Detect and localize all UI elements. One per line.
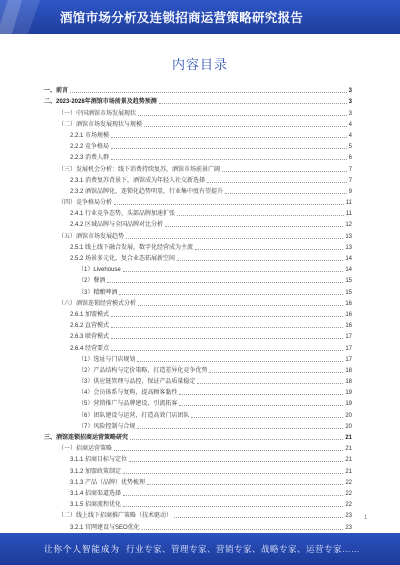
toc-entry-text: 2.5.1 线上线下融合发展，数字化经营成为主流 bbox=[70, 244, 194, 251]
toc-entry-text: 2.6.3 联营模式 bbox=[70, 334, 110, 341]
toc-entry-page: 17 bbox=[345, 334, 352, 341]
toc-dot-leader bbox=[111, 147, 347, 149]
toc-entry-text: 3.2.1 官网建设与SEO优化 bbox=[70, 524, 140, 531]
toc-entry-page: 20 bbox=[345, 412, 352, 419]
toc-entry-page: 21 bbox=[345, 435, 352, 441]
toc-entry-text: 2.3.1 消费复苏背景下，酒馆成为年轻人社交新选择 bbox=[70, 177, 206, 184]
toc-entry-text: （3）供应链管理与品控，保证产品质量稳定 bbox=[78, 379, 196, 386]
toc-entry-text: 3.1.4 招商渠道选择 bbox=[70, 490, 122, 497]
toc-dot-leader bbox=[137, 360, 343, 362]
toc-dot-leader bbox=[179, 404, 343, 406]
toc-entry[interactable] bbox=[44, 162, 352, 173]
header-bar bbox=[0, 0, 400, 34]
toc-entry-text: （一）招商运营策略 bbox=[58, 446, 113, 453]
toc-entry-page: 21 bbox=[345, 446, 352, 453]
toc-entry-text: （6）团队建设与运营，打造高效门店团队 bbox=[78, 412, 190, 419]
toc-entry-text: 3.1.5 招商流程优化 bbox=[70, 502, 122, 509]
toc-entry-text: （5）营销推广与品牌建设，引流拓客 bbox=[78, 401, 178, 408]
toc-entry[interactable] bbox=[44, 431, 352, 442]
toc-entry-page: 22 bbox=[345, 502, 352, 509]
toc-entry-text: 二、2023-2028年酒馆市场前景及趋势预测 bbox=[44, 99, 157, 106]
toc-dot-leader bbox=[123, 270, 344, 272]
toc-entry-page: 4 bbox=[348, 132, 352, 139]
toc-entry-text: （五）酒馆市场发展趋势 bbox=[58, 233, 125, 240]
toc-entry[interactable] bbox=[44, 274, 352, 285]
toc-dot-leader bbox=[207, 181, 347, 183]
toc-dot-leader bbox=[177, 259, 343, 261]
toc-entry-page: 11 bbox=[345, 200, 352, 207]
toc-dot-leader bbox=[225, 192, 347, 194]
toc-entry[interactable] bbox=[44, 319, 352, 330]
toc-entry[interactable] bbox=[44, 464, 352, 475]
toc-dot-leader bbox=[123, 505, 343, 507]
toc-entry-page: 12 bbox=[345, 222, 352, 229]
toc-entry[interactable] bbox=[44, 375, 352, 386]
toc-entry[interactable] bbox=[44, 174, 352, 185]
toc-entry-page: 23 bbox=[345, 524, 352, 531]
toc-entry-text: 3.1.1 招商目标与定位 bbox=[70, 457, 128, 464]
toc-entry[interactable] bbox=[44, 353, 352, 364]
toc-entry-page: 16 bbox=[345, 300, 352, 307]
toc-dot-leader bbox=[159, 102, 347, 104]
page-number: 1 bbox=[364, 515, 368, 521]
toc-dot-leader bbox=[123, 494, 343, 496]
toc-dot-leader bbox=[114, 203, 344, 205]
toc-dot-leader bbox=[174, 516, 343, 518]
toc-entry-text: 三、酒馆连锁招商运营策略研究 bbox=[44, 435, 129, 441]
toc-entry-text: 2.3.2 酒馆品牌化、连锁化趋势明显，行业集中度有望提升 bbox=[70, 188, 224, 195]
toc-entry-page: 11 bbox=[345, 211, 352, 218]
toc-entry[interactable] bbox=[44, 364, 352, 375]
toc-entry[interactable] bbox=[44, 151, 352, 162]
toc-entry[interactable] bbox=[44, 386, 352, 397]
toc-entry-text: （4）会员体系与复购，提高顾客黏性 bbox=[78, 390, 178, 397]
toc-entry[interactable] bbox=[44, 129, 352, 140]
toc-entry-text: 2.6.4 经营要点 bbox=[70, 345, 110, 352]
toc-entry[interactable] bbox=[44, 408, 352, 419]
toc-dot-leader bbox=[114, 449, 343, 451]
toc-entry[interactable] bbox=[44, 285, 352, 296]
toc-entry-text: 3.1.3 产品（品牌）优势梳理 bbox=[70, 479, 146, 486]
toc-entry[interactable] bbox=[44, 330, 352, 341]
toc-entry-text: 2.2.2 竞争格局 bbox=[70, 144, 110, 151]
header-decoration-icon bbox=[0, 0, 52, 34]
toc-dot-leader bbox=[111, 349, 343, 351]
toc-entry-page: 4 bbox=[348, 121, 352, 128]
toc-entry-text: （二）线上线下招商推广策略（技术驱动） bbox=[58, 513, 173, 520]
toc-entry-page: 15 bbox=[345, 278, 352, 285]
toc-entry-text: （二）酒馆市场发展现状与规模 bbox=[58, 121, 143, 128]
toc-dot-leader bbox=[123, 472, 343, 474]
toc-entry-text: （1）选址与门店规划 bbox=[78, 356, 136, 363]
toc-entry[interactable] bbox=[44, 487, 352, 498]
toc-entry-page: 3 bbox=[348, 110, 352, 117]
toc-entry[interactable] bbox=[44, 196, 352, 207]
toc-entry-page: 9 bbox=[348, 188, 352, 195]
toc-entry-text: 2.6.2 直营模式 bbox=[70, 323, 110, 330]
toc-entry[interactable] bbox=[44, 509, 352, 520]
toc-entry-page: 22 bbox=[345, 479, 352, 486]
toc-dot-leader bbox=[111, 326, 343, 328]
toc-entry-page: 18 bbox=[345, 379, 352, 386]
toc-dot-leader bbox=[142, 528, 344, 530]
toc-entry[interactable] bbox=[44, 218, 352, 229]
toc-dot-leader bbox=[111, 136, 347, 138]
toc-dot-leader bbox=[70, 91, 347, 93]
toc-entry[interactable] bbox=[44, 476, 352, 487]
toc-dot-leader bbox=[129, 460, 343, 462]
toc-dot-leader bbox=[130, 438, 343, 440]
toc-entry-page: 7 bbox=[348, 166, 352, 173]
toc-entry[interactable] bbox=[44, 397, 352, 408]
toc-entry-page: 13 bbox=[345, 244, 352, 251]
toc-entry-text: 3.1.2 加盟政策制定 bbox=[70, 468, 122, 475]
toc-entry-text: 2.5.2 场景多元化，复合业态拓展新空间 bbox=[70, 256, 176, 262]
report-title: 酒馆市场分析及连锁招商运营策略研究报告 bbox=[60, 11, 304, 25]
toc-entry-text: （四）竞争格局分析 bbox=[58, 200, 113, 207]
toc-dot-leader bbox=[165, 225, 343, 227]
toc-entry[interactable] bbox=[44, 498, 352, 509]
toc-entry-text: （三）发展机会分析：线下消费持续复苏，酒馆市场前景广阔 bbox=[58, 166, 221, 173]
toc-entry-text: 2.4.1 行业竞争态势，头部品牌加速扩张 bbox=[70, 211, 176, 218]
toc-dot-leader bbox=[147, 483, 343, 485]
toc-entry-page: 14 bbox=[345, 267, 352, 274]
toc-entry-text: （2）餐酒 bbox=[78, 278, 106, 285]
toc-dot-leader bbox=[209, 371, 343, 373]
footer-bar bbox=[0, 533, 400, 565]
toc-entry-text: （1）Livehouse bbox=[78, 267, 121, 274]
toc-entry-page: 21 bbox=[345, 468, 352, 475]
toc-entry-text: 2.4.2 区域品牌与全国品牌对比分析 bbox=[70, 222, 164, 229]
toc-dot-leader bbox=[111, 158, 347, 160]
toc-entry-page: 17 bbox=[345, 356, 352, 363]
toc-entry[interactable] bbox=[44, 106, 352, 117]
toc-entry-text: （一）中国酒馆市场发展现状 bbox=[58, 110, 137, 117]
toc-entry[interactable] bbox=[44, 263, 352, 274]
toc-dot-leader bbox=[138, 304, 343, 306]
toc-entry[interactable] bbox=[44, 185, 352, 196]
toc-dot-leader bbox=[144, 125, 347, 127]
toc-entry[interactable] bbox=[44, 520, 352, 531]
toc-entry-text: （3）精酿啤酒 bbox=[78, 289, 118, 296]
toc-entry[interactable] bbox=[44, 140, 352, 151]
toc-entry-page: 17 bbox=[345, 345, 352, 352]
toc-dot-leader bbox=[222, 170, 347, 172]
toc-entry[interactable] bbox=[44, 95, 352, 106]
toc-entry-text: 2.6.1 加盟模式 bbox=[70, 311, 110, 318]
toc-dot-leader bbox=[111, 337, 343, 339]
toc-dot-leader bbox=[195, 248, 343, 250]
toc-dot-leader bbox=[197, 382, 343, 384]
toc-entry-page: 19 bbox=[345, 401, 352, 408]
toc-entry-text: （六）酒馆连锁经营模式分析 bbox=[58, 300, 137, 307]
toc-dot-leader bbox=[177, 214, 344, 216]
toc-entry[interactable] bbox=[44, 453, 352, 464]
toc-entry[interactable] bbox=[44, 341, 352, 352]
toc-entry-page: 7 bbox=[348, 177, 352, 184]
toc-dot-leader bbox=[191, 416, 343, 418]
toc-entry-page: 14 bbox=[345, 256, 352, 262]
toc-entry-page: 5 bbox=[348, 144, 352, 151]
toc-entry-page: 20 bbox=[345, 423, 352, 430]
toc-entry-page: 18 bbox=[345, 367, 352, 374]
toc-entry-page: 22 bbox=[345, 490, 352, 497]
toc-entry-text: （7）风险控制与合规 bbox=[78, 423, 136, 430]
footer-tagline: 行业专家、管理专家、营销专家、战略专家、运营专家…… bbox=[126, 544, 361, 554]
toc-entry-page: 21 bbox=[345, 457, 352, 464]
toc-entry-page: 15 bbox=[345, 289, 352, 296]
table-of-contents bbox=[44, 84, 352, 532]
toc-entry-text: 2.2.1 市场规模 bbox=[70, 132, 110, 139]
toc-dot-leader bbox=[107, 281, 343, 283]
toc-dot-leader bbox=[119, 293, 343, 295]
toc-entry-text: 2.2.3 消费人群 bbox=[70, 155, 110, 162]
toc-entry[interactable] bbox=[44, 207, 352, 218]
toc-entry-page: 19 bbox=[345, 390, 352, 397]
toc-entry[interactable] bbox=[44, 442, 352, 453]
toc-entry-page: 3 bbox=[348, 88, 352, 95]
toc-entry[interactable] bbox=[44, 241, 352, 252]
toc-entry-page: 16 bbox=[345, 311, 352, 318]
toc-entry[interactable] bbox=[44, 84, 352, 95]
footer-slogan: 让你个人智能成为 bbox=[44, 544, 121, 554]
toc-entry[interactable] bbox=[44, 252, 352, 263]
toc-entry-page: 6 bbox=[348, 155, 352, 162]
toc-entry-page: 3 bbox=[348, 99, 352, 106]
toc-entry-text: （2）产品结构与定价策略，打造差异化竞争优势 bbox=[78, 367, 208, 374]
toc-dot-leader bbox=[179, 393, 343, 395]
toc-entry[interactable] bbox=[44, 297, 352, 308]
toc-entry-page: 23 bbox=[345, 513, 352, 520]
toc-entry-text: 一、前言 bbox=[44, 88, 69, 95]
toc-entry-page: 16 bbox=[345, 323, 352, 330]
toc-entry-page: 13 bbox=[345, 233, 352, 240]
toc-dot-leader bbox=[126, 237, 343, 239]
toc-dot-leader bbox=[111, 315, 343, 317]
toc-entry[interactable] bbox=[44, 229, 352, 240]
toc-heading: 内容目录 bbox=[171, 58, 228, 73]
toc-dot-leader bbox=[138, 114, 347, 116]
toc-entry[interactable] bbox=[44, 118, 352, 129]
toc-entry[interactable] bbox=[44, 308, 352, 319]
toc-entry[interactable] bbox=[44, 420, 352, 431]
toc-dot-leader bbox=[137, 427, 343, 429]
